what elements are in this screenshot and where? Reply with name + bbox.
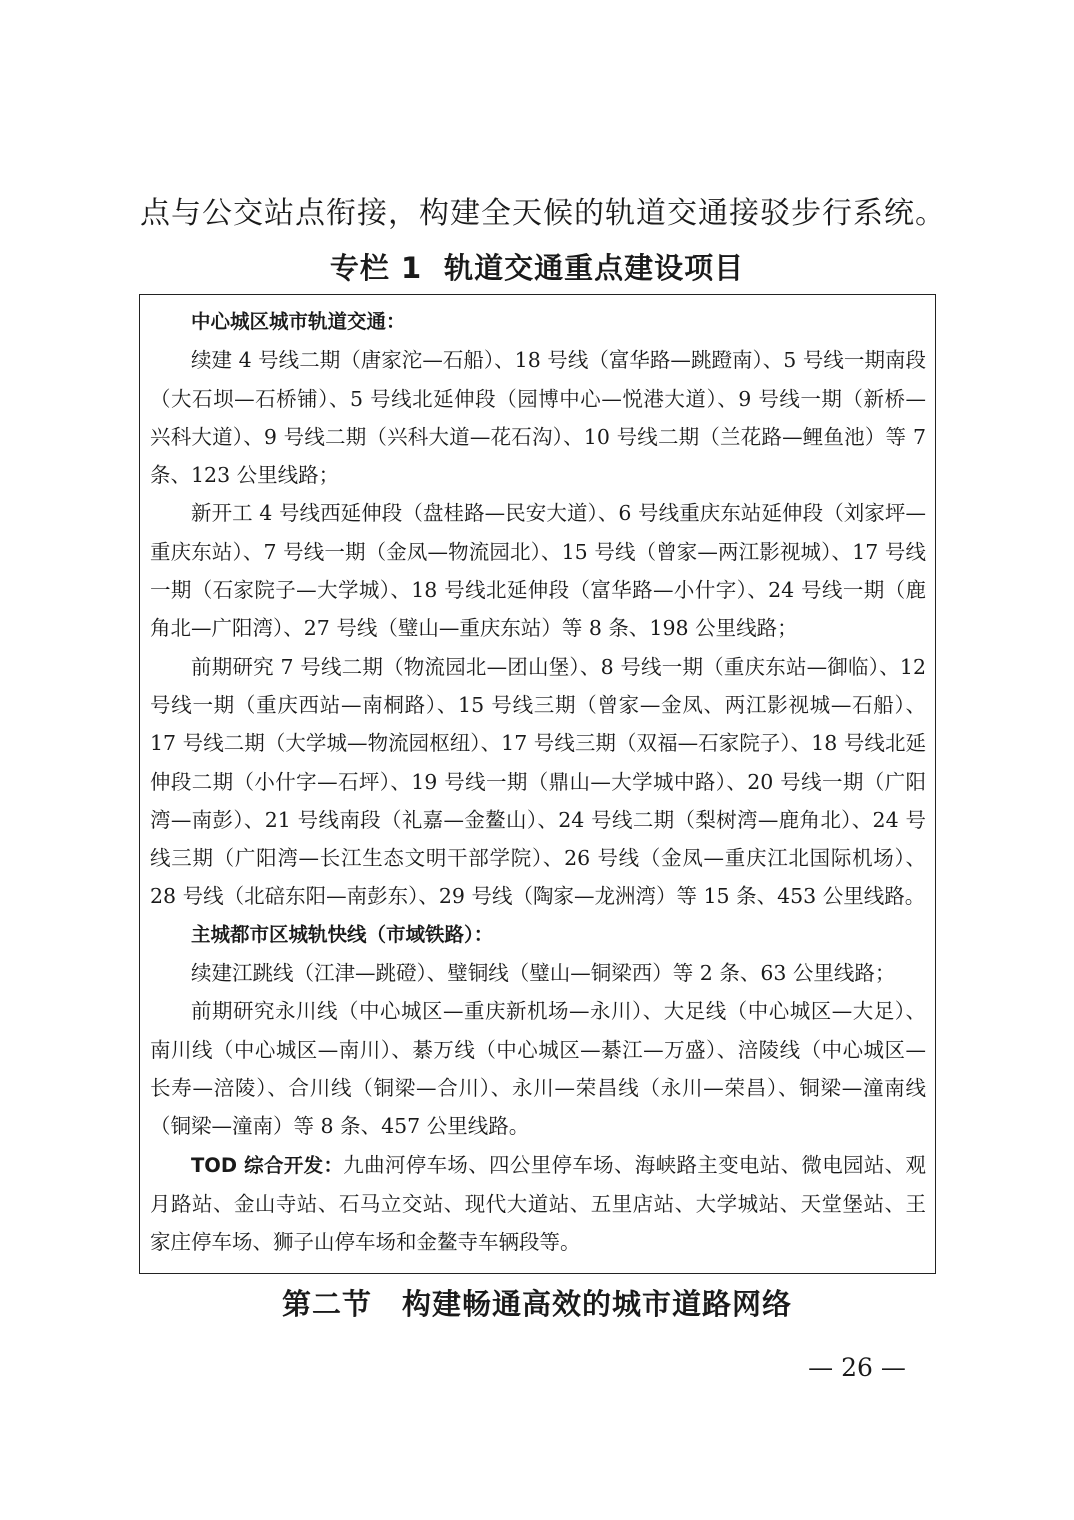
section-title-text: 构建畅通高效的城市道路网络	[402, 1287, 793, 1321]
section-number: 第二节	[281, 1287, 372, 1321]
tod-text: 九曲河停车场、四公里停车场、海峡路主变电站、微电园站、观月路站、金山寺站、石马立交站、现代大道站、五里店站、大学城站、天堂堡站、王家庄停车场、狮子山停车场和金鳌寺车辆段等。	[150, 1152, 927, 1255]
section1-paragraph-continue: 续建 4 号线二期（唐家沱—石船）、18 号线（富华路—跳蹬南）、5 号线一期南段（大石坝—石桥铺）、5 号线北延伸段（园博中心—悦港大道）、9 号线一期（新桥—兴科大道）、9 号线二期（兴科大道—花石沟）、10 号线二期（兰花路—鲤鱼池）等 7 条、123 公里线路；	[150, 348, 926, 488]
box-title-text: 轨道交通重点建设项目	[444, 251, 745, 285]
section1-paragraph-research: 前期研究 7 号线二期（物流园北—团山堡）、8 号线一期（重庆东站—御临）、12 号线一期（重庆西站—南桐路）、15 号线三期（曾家—金凤、两江影视城—石船）、17 号线二期（大学城—物流园枢纽）、17 号线三期（双福—石家院子）、18 号线北延伸段二期（小什字—石坪）、19 号线一期（鼎山—大学城中路）、20 号线一期（广阳湾—南彭）、21 号线南段（礼嘉—金鳌山）、24 号线二期（梨树湾—鹿角北）、24 号线三期（广阳湾—长江生态文明干部学院）、26 号线（金凤—重庆江北国际机场）、28 号线（北碚东阳—南彭东）、29 号线（陶家—龙洲湾）等 15 条、453 公里线路。	[150, 654, 926, 909]
tod-label: TOD 综合开发：	[191, 1153, 344, 1177]
intro-paragraph: 点与公交站点衔接，构建全天候的轨道交通接驳步行系统。	[140, 196, 946, 231]
box-title	[0, 246, 1074, 290]
section2-heading: 主城都市区城轨快线（市域铁路）：	[191, 922, 494, 946]
special-column-box	[139, 294, 936, 1274]
section2-paragraph-continue: 续建江跳线（江津—跳磴）、璧铜线（璧山—铜梁西）等 2 条、63 公里线路；	[191, 961, 896, 986]
box-title-number: 专栏 1	[329, 251, 423, 285]
page-number: — 26 —	[808, 1353, 906, 1382]
section2-paragraph-research: 前期研究永川线（中心城区—重庆新机场—永川）、大足线（中心城区—大足）、南川线（中心城区—南川）、綦万线（中心城区—綦江—万盛）、涪陵线（中心城区—长寿—涪陵）、合川线（铜梁—合川）、永川—荣昌线（永川—荣昌）、铜梁—潼南线（铜梁—潼南）等 8 条、457 公里线路。	[150, 999, 926, 1139]
section1-heading: 中心城区城市轨道交通：	[191, 310, 406, 333]
section1-paragraph-new: 新开工 4 号线西延伸段（盘桂路—民安大道）、6 号线重庆东站延伸段（刘家坪—重庆东站）、7 号线一期（金凤—物流园北）、15 号线（曾家—两江影视城）、17 号线一期（石家院子—大学城）、18 号线北延伸段（富华路—小什字）、24 号线一期（鹿角北—广阳湾）、27 号线（璧山—重庆东站）等 8 条、198 公里线路；	[150, 501, 926, 641]
tod-paragraph	[150, 1146, 926, 1262]
section-title	[0, 1284, 1074, 1324]
